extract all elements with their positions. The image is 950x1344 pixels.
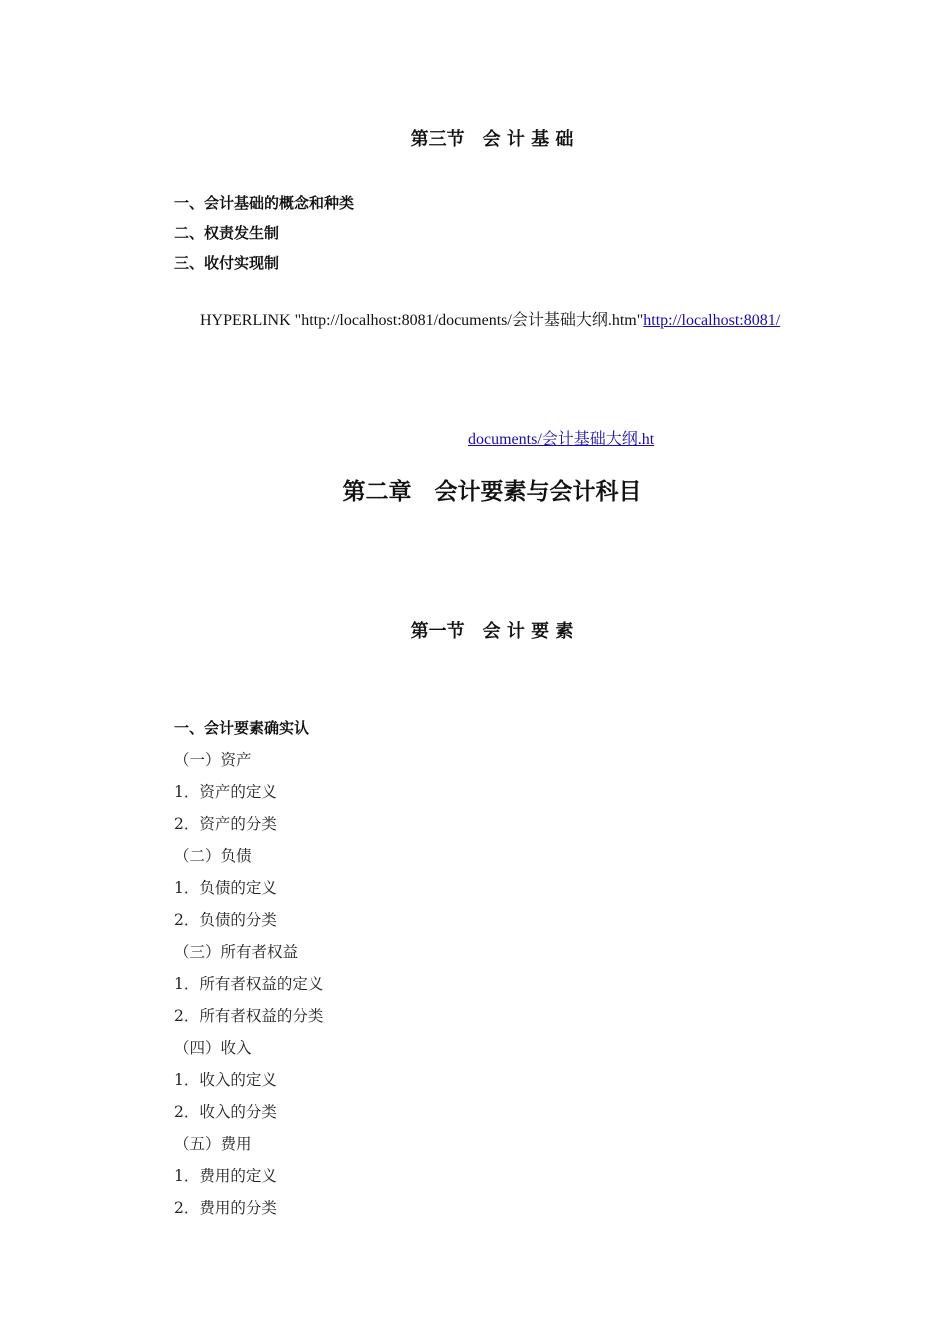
- list-item: （四）收入: [174, 1039, 252, 1057]
- list-item: 1．负债的定义: [174, 879, 277, 897]
- hyperlink-url-part-1[interactable]: http://localhost:8081/: [643, 312, 781, 329]
- section-3-item-2: 二、权责发生制: [174, 224, 280, 242]
- section-3-item-3: 三、收付实现制: [174, 254, 280, 272]
- list-item: 2．费用的分类: [174, 1199, 277, 1217]
- section-3-title: 第三节 会 计 基 础: [410, 129, 574, 150]
- hyperlink-field-code: HYPERLINK "http://localhost:8081/documents/会计基础大纲.htm": [200, 312, 644, 329]
- hyperlink-url-part-2[interactable]: documents/会计基础大纲.ht: [468, 431, 655, 448]
- list-item: 2．资产的分类: [174, 815, 277, 833]
- list-item: （三）所有者权益: [174, 943, 299, 961]
- chapter-2-title: 第二章 会计要素与会计科目: [342, 479, 642, 505]
- list-item: 1．费用的定义: [174, 1167, 277, 1185]
- list-item: 1．所有者权益的定义: [174, 975, 324, 993]
- hyperlink-field: [200, 307, 780, 330]
- list-item: （一）资产: [174, 751, 252, 769]
- list-item: 2．所有者权益的分类: [174, 1007, 324, 1025]
- list-item: （二）负债: [174, 847, 252, 865]
- list-item: 2．收入的分类: [174, 1103, 277, 1121]
- section-1-title: 第一节 会 计 要 素: [410, 621, 574, 642]
- list-item: 1．资产的定义: [174, 783, 277, 801]
- section-3-item-1: 一、会计基础的概念和种类: [174, 194, 355, 212]
- list-item: （五）费用: [174, 1135, 252, 1153]
- list-item: 2．负债的分类: [174, 911, 277, 929]
- list-item: 1．收入的定义: [174, 1071, 277, 1089]
- section-1-heading: 一、会计要素确实认: [174, 719, 310, 737]
